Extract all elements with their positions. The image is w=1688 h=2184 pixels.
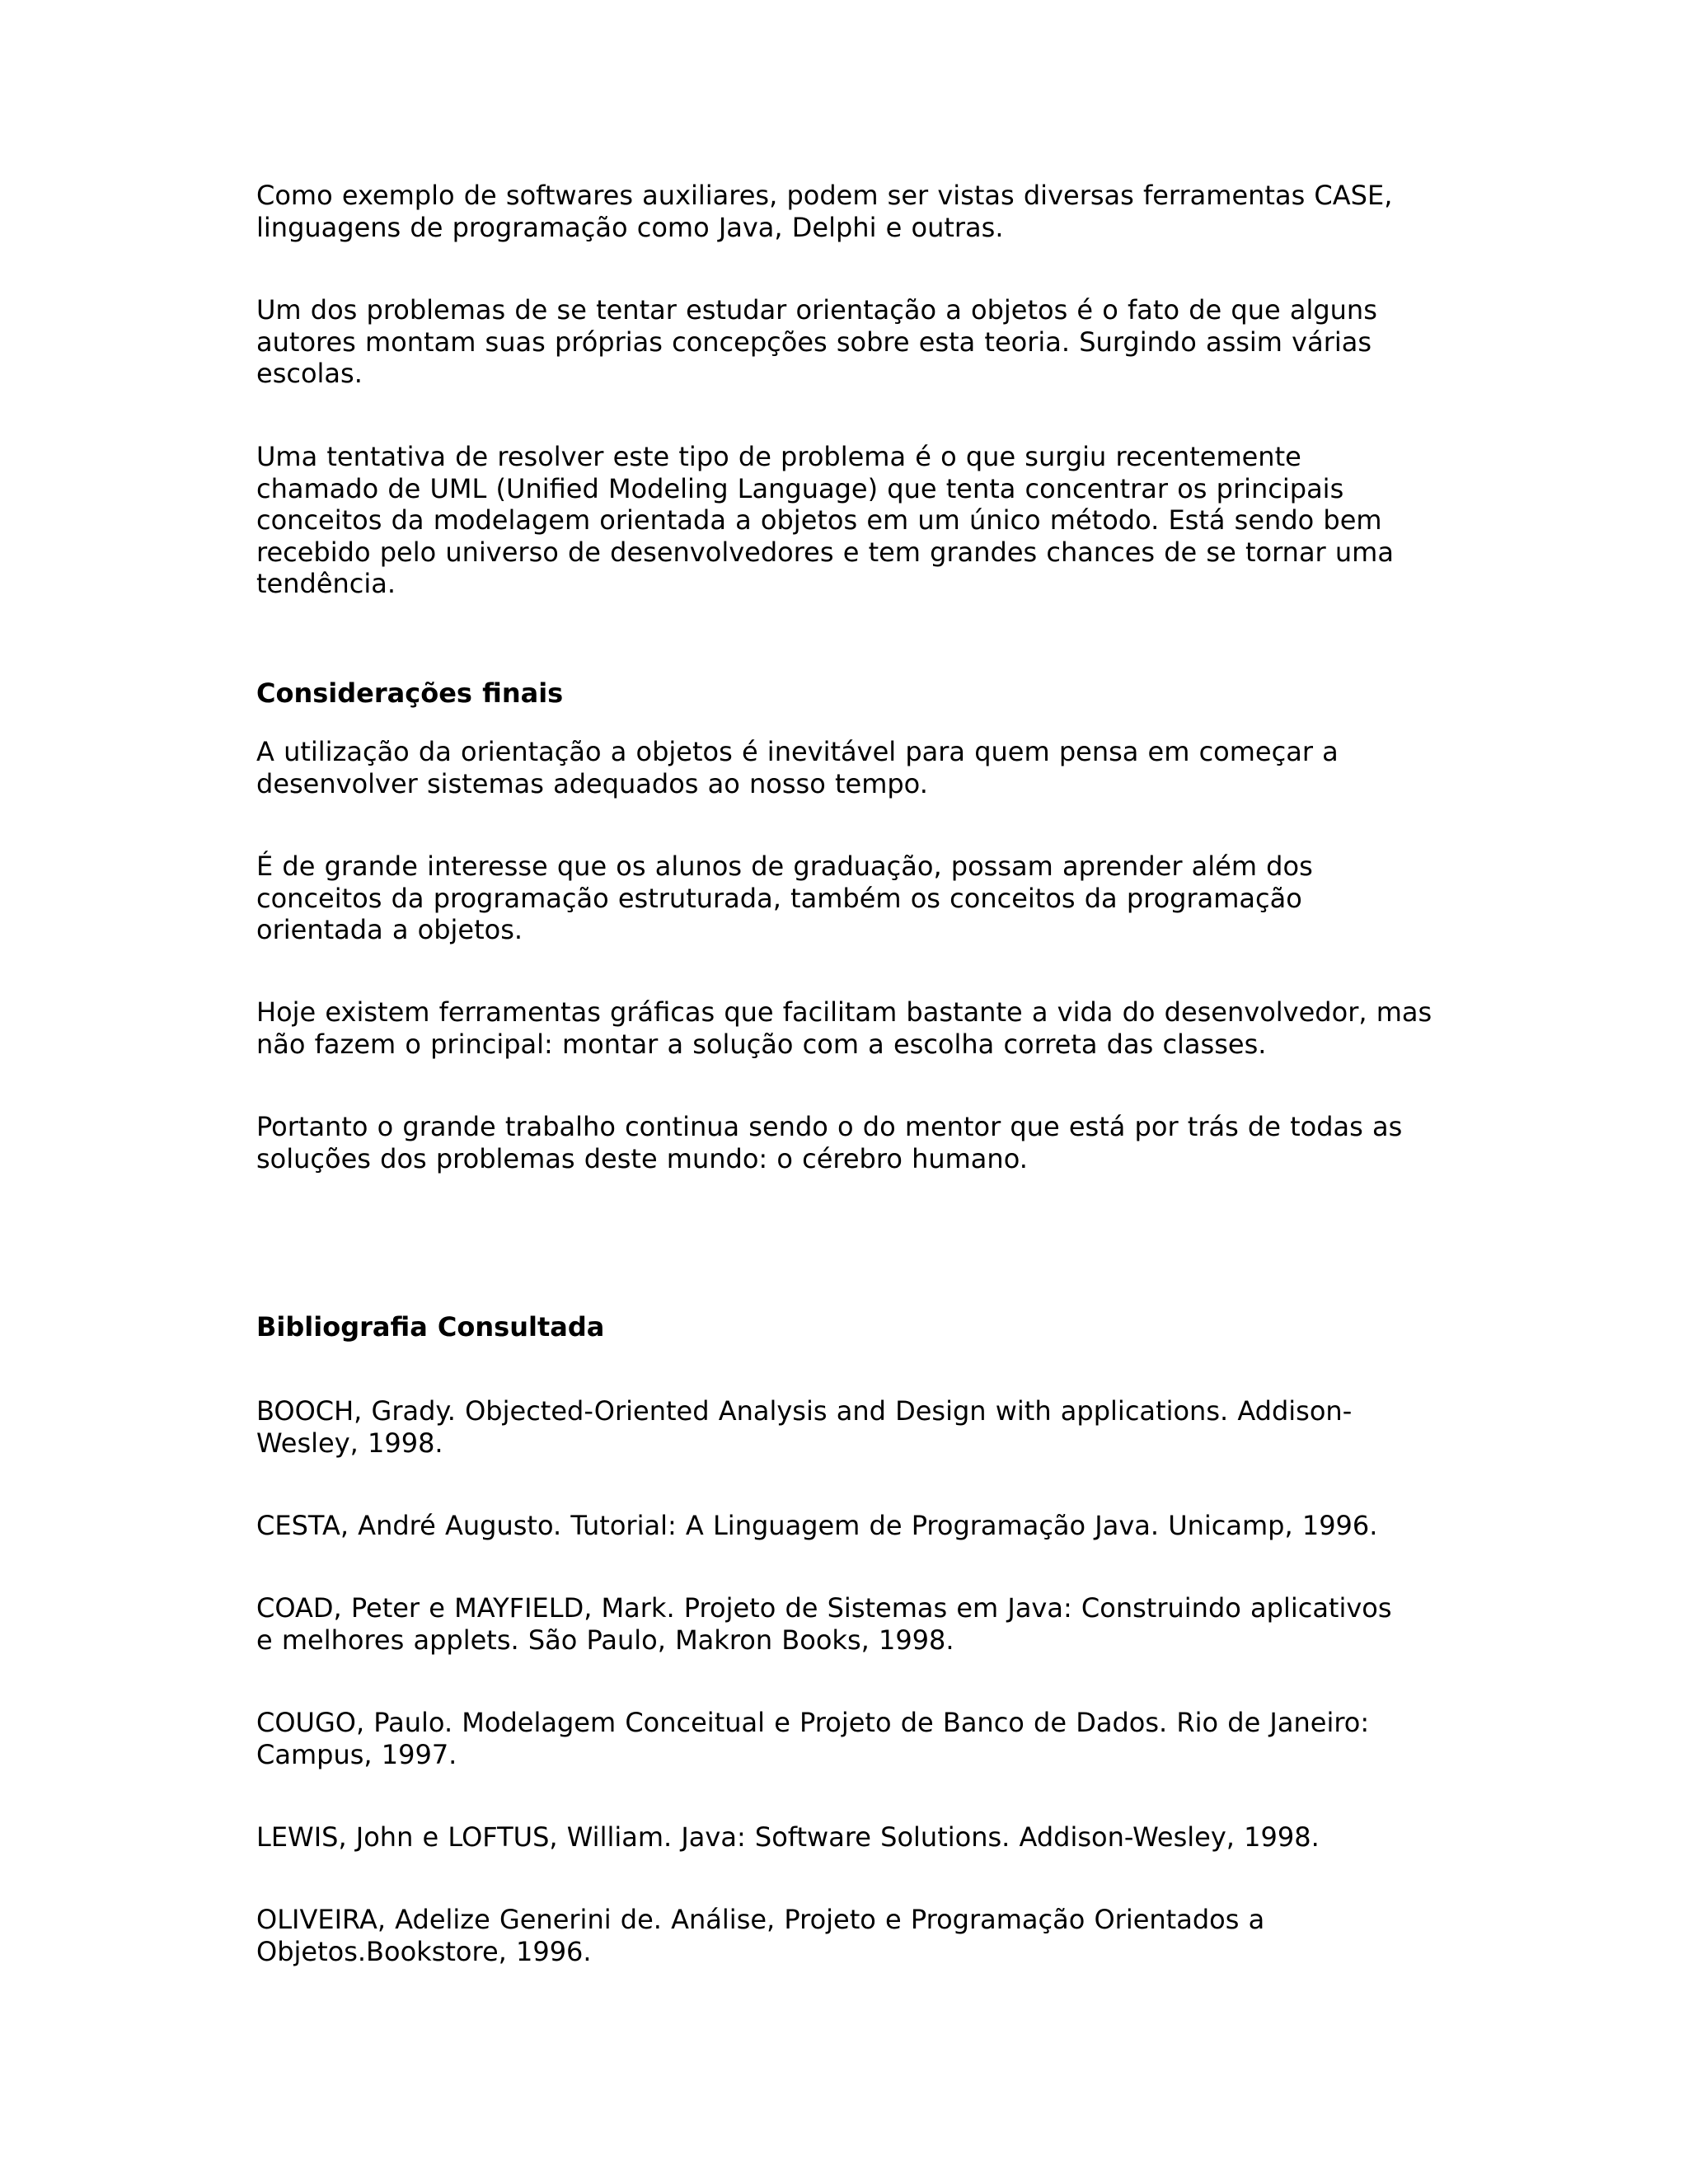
bibliography-entry-oliveira: OLIVEIRA, Adelize Generini de. Análise, Projeto e Programação Orientados a Objetos.Bookstore, 1996. (256, 1904, 1265, 1967)
paragraph-utilizacao: A utilização da orientação a objetos é inevitável para quem pensa em começar a desenvolver sistemas adequados ao nosso tempo. (256, 736, 1339, 799)
paragraph-interesse-alunos: É de grande interesse que os alunos de graduação, possam aprender além dos conceitos da programação estruturada, também os conceitos da programação orientada a objetos. (256, 851, 1313, 945)
paragraph-software-auxiliares: Como exemplo de softwares auxiliares, podem ser vistas diversas ferramentas CASE, linguagens de programação como Java, Delphi e outras. (256, 180, 1393, 243)
bibliography-entry-cougo: COUGO, Paulo. Modelagem Conceitual e Projeto de Banco de Dados. Rio de Janeiro: Campus, 1997. (256, 1707, 1370, 1770)
bibliography-entry-booch: BOOCH, Grady. Objected-Oriented Analysis and Design with applications. Addison- Wesley, 1998. (256, 1395, 1353, 1459)
bibliography-entry-coad: COAD, Peter e MAYFIELD, Mark. Projeto de Sistemas em Java: Construindo aplicativos e melhores applets. São Paulo, Makron Books, 1998. (256, 1592, 1392, 1656)
paragraph-problemas-orientacao: Um dos problemas de se tentar estudar orientação a objetos é o fato de que alguns autores montam suas próprias concepções sobre esta teoria. Surgindo assim várias escolas. (256, 294, 1377, 389)
paragraph-ferramentas-graficas: Hoje existem ferramentas gráficas que facilitam bastante a vida do desenvolvedor, mas não fazem o principal: montar a solução com a escolha correta das classes. (256, 996, 1432, 1060)
bibliography-entry-cesta: CESTA, André Augusto. Tutorial: A Linguagem de Programação Java. Unicamp, 1996. (256, 1510, 1378, 1541)
bibliography-entry-lewis: LEWIS, John e LOFTUS, William. Java: Software Solutions. Addison-Wesley, 1998. (256, 1821, 1320, 1853)
heading-bibliografia: Bibliografia Consultada (256, 1311, 605, 1343)
heading-consideracoes-finais: Considerações finais (256, 677, 564, 709)
paragraph-grande-trabalho: Portanto o grande trabalho continua sendo o do mentor que está por trás de todas as soluções dos problemas deste mundo: o cérebro humano. (256, 1111, 1403, 1174)
paragraph-uml: Uma tentativa de resolver este tipo de problema é o que surgiu recentemente chamado de UML (Unified Modeling Language) que tenta concentrar os principais conceitos da modelagem orientada a objetos em um único método. Está sendo bem recebido pelo universo de desenvolvedores e tem grandes chances de se tornar uma tendência. (256, 441, 1394, 599)
